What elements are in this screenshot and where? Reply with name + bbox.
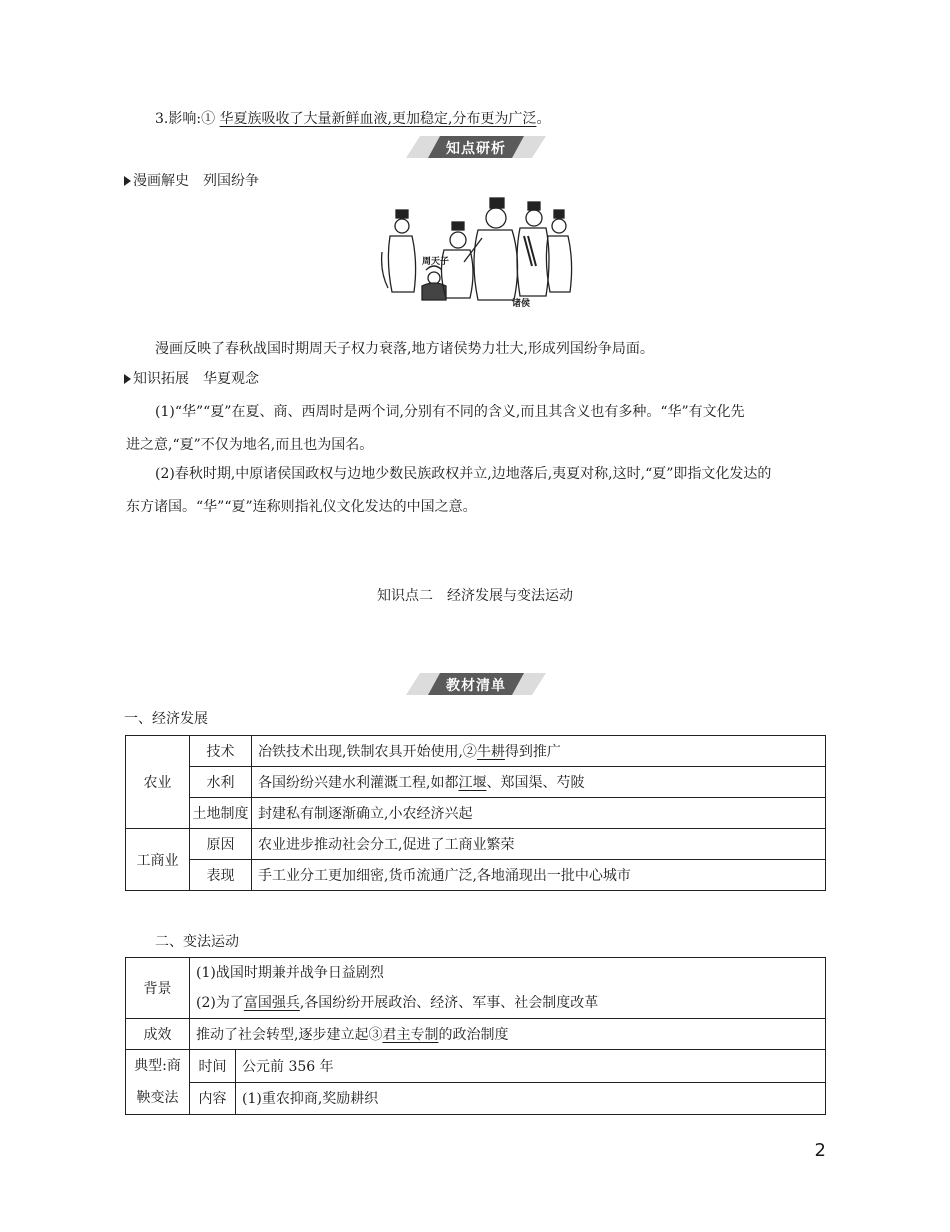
tech-content-cell xyxy=(252,736,826,767)
cartoon-label-lords: 诸侯 xyxy=(512,299,531,309)
knowledge-p2-line1: (2)春秋时期,中原诸侯国政权与边地少数民族政权并立,边地落后,夷夏对称,这时,“夏”即指文化发达的 xyxy=(155,466,772,482)
cartoon-label-king: 周天子 xyxy=(422,257,450,267)
table-row xyxy=(126,1050,826,1083)
water-underlined: 江堰 xyxy=(458,775,487,791)
econ-heading: 一、经济发展 xyxy=(124,711,208,727)
table-row xyxy=(126,1082,826,1115)
effect-text-pre: 推动了社会转型,逐步建立起③ xyxy=(196,1027,383,1043)
industry-cell: 工商业 xyxy=(126,829,190,891)
influence-line xyxy=(155,108,550,128)
water-text-post: 、郑国渠、芍陂 xyxy=(486,775,585,791)
cartoon-figures-image xyxy=(378,192,578,312)
time-content-cell: 公元前 356 年 xyxy=(236,1050,826,1083)
table-row xyxy=(126,1019,826,1050)
page-number: 2 xyxy=(814,1140,826,1161)
knowledge-heading-text: 知识拓展 华夏观念 xyxy=(133,371,259,387)
triangle-bullet-icon xyxy=(124,176,131,186)
section-title: 知识点二 经济发展与变法运动 xyxy=(377,588,573,604)
influence-suffix: 。 xyxy=(536,111,551,127)
show-content-cell: 手工业分工更加细密,货币流通广泛,各地涌现出一批中心城市 xyxy=(252,860,826,891)
cause-content-cell: 农业进步推动社会分工,促进了工商业繁荣 xyxy=(252,829,826,860)
table-row xyxy=(126,829,826,860)
knowledge-p1-line1: (1)“华”“夏”在夏、商、西周时是两个词,分别有不同的含义,而且其含义也有多种。“华”有文化先 xyxy=(155,404,745,420)
typical-line1: 典型:商 xyxy=(134,1058,181,1074)
time-label-cell: 时间 xyxy=(190,1050,236,1083)
effect-label-cell: 成效 xyxy=(126,1019,190,1050)
banner-knowledge-analysis xyxy=(406,136,546,158)
table-row xyxy=(126,767,826,798)
tech-text-pre: 冶铁技术出现,铁制农具开始使用,② xyxy=(258,744,477,760)
tech-label-cell: 技术 xyxy=(190,736,252,767)
effect-text-post: 的政治制度 xyxy=(438,1027,509,1043)
cartoon-illustration xyxy=(378,192,578,312)
triangle-bullet-icon xyxy=(124,374,131,384)
tech-answer: 牛耕 xyxy=(476,744,505,760)
background-content-cell xyxy=(190,958,826,1019)
cartoon-heading-text: 漫画解史 列国纷争 xyxy=(133,173,259,189)
table-row xyxy=(126,798,826,829)
background-line1: (1)战国时期兼并战争日益剧烈 xyxy=(196,965,384,981)
typical-cell xyxy=(126,1050,190,1115)
influence-answer: 华夏族吸收了大量新鲜血液,更加稳定,分布更为广泛 xyxy=(219,111,537,127)
water-label-cell: 水利 xyxy=(190,767,252,798)
table-row xyxy=(126,958,826,1019)
influence-prefix: 3.影响:① xyxy=(155,111,216,127)
background-underlined: 富国强兵 xyxy=(243,995,300,1011)
content-content-cell: (1)重农抑商,奖励耕织 xyxy=(236,1082,826,1115)
knowledge-p2-line2: 东方诸国。“华”“夏”连称则指礼仪文化发达的中国之意。 xyxy=(126,499,477,515)
knowledge-paragraph-2 xyxy=(126,458,826,524)
knowledge-p1-line2: 进之意,“夏”不仅为地名,而且也为国名。 xyxy=(126,437,374,453)
background-line2-post: ,各国纷纷开展政治、经济、军事、社会制度改革 xyxy=(299,995,599,1011)
land-content-cell: 封建私有制逐渐确立,小农经济兴起 xyxy=(252,798,826,829)
tech-text-post: 得到推广 xyxy=(504,744,561,760)
land-label-cell: 土地制度 xyxy=(190,798,252,829)
agri-cell: 农业 xyxy=(126,736,190,829)
banner-title: 知点研析 xyxy=(446,141,506,157)
reform-table xyxy=(125,957,826,1115)
water-content-cell xyxy=(252,767,826,798)
reform-heading: 二、变法运动 xyxy=(155,934,239,950)
background-line2-pre: (2)为了 xyxy=(196,995,244,1011)
cartoon-caption: 漫画反映了春秋战国时期周天子权力衰落,地方诸侯势力壮大,形成列国纷争局面。 xyxy=(155,341,654,357)
background-line2 xyxy=(196,988,819,1018)
content-label-cell: 内容 xyxy=(190,1082,236,1115)
cause-label-cell: 原因 xyxy=(190,829,252,860)
typical-line2: 鞅变法 xyxy=(136,1090,179,1106)
cartoon-heading xyxy=(124,170,259,190)
table-row xyxy=(126,860,826,891)
background-label-cell: 背景 xyxy=(126,958,190,1019)
knowledge-paragraph-1 xyxy=(126,396,826,462)
econ-table xyxy=(125,735,826,891)
banner-textbook-list xyxy=(406,673,546,695)
banner-title: 教材清单 xyxy=(446,678,506,694)
effect-answer: 君主专制 xyxy=(382,1027,439,1043)
water-text-pre: 各国纷纷兴建水利灌溉工程,如都 xyxy=(258,775,459,791)
table-row xyxy=(126,736,826,767)
effect-content-cell xyxy=(190,1019,826,1050)
knowledge-heading xyxy=(124,368,259,388)
show-label-cell: 表现 xyxy=(190,860,252,891)
